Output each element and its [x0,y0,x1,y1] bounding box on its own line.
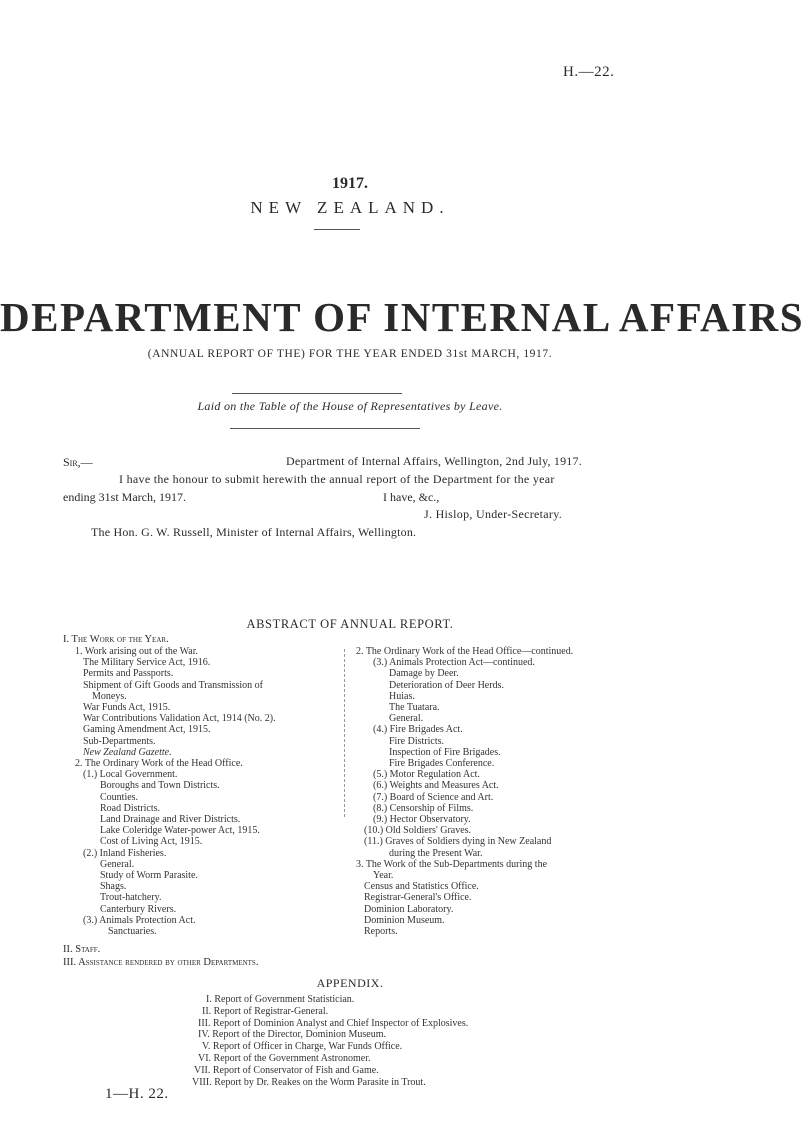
list-item: (9.) Hector Observatory. [373,814,471,826]
list-item: 2. The Ordinary Work of the Head Office—continued. [356,646,574,657]
divider [314,229,360,230]
list-item: Permits and Passports. [83,668,174,680]
letter-body-end: ending 31st March, 1917. [63,490,186,504]
list-item: (2.) Inland Fisheries. [83,847,167,859]
list-item: Cost of Living Act, 1915. [100,836,203,848]
list-item: General. [100,858,135,870]
list-item: New Zealand Gazette. [83,746,172,758]
country-heading: NEW ZEALAND. [250,198,450,217]
list-item: Canterbury Rivers. [100,903,177,915]
list-item: 1. Work arising out of the War. [75,646,199,657]
salutation: Sir,— [63,455,93,469]
list-item: Boroughs and Town Districts. [100,780,220,792]
appendix-item: III. Report of Dominion Analyst and Chief Inspector of Explosives. [198,1017,469,1029]
list-item: Reports. [364,926,398,938]
list-item: The Military Service Act, 1916. [83,657,211,669]
section-heading: I. The Work of the Year. [63,634,169,645]
list-item: Land Drainage and River Districts. [100,814,241,826]
list-item: (4.) Fire Brigades Act. [373,724,463,736]
list-item: Study of Worm Parasite. [100,870,198,882]
letter-body: I have the honour to submit herewith the annual report of the Department for the year [119,472,555,486]
list-item: Trout-hatchery. [100,892,162,904]
list-item: (10.) Old Soldiers' Graves. [364,825,472,837]
list-item: Moneys. [92,690,127,702]
list-item: Sanctuaries. [108,926,157,938]
list-item: Fire Brigades Conference. [389,758,495,770]
list-item: Deterioration of Deer Herds. [389,679,504,691]
laid-note: Laid on the Table of the House of Representatives by Leave. [197,399,503,413]
letter-dateline: Department of Internal Affairs, Wellington, 2nd July, 1917. [286,454,582,468]
appendix-item: I. Report of Government Statistician. [206,994,355,1005]
appendix-item: II. Report of Registrar-General. [202,1005,329,1017]
page-code: H.—22. [563,64,615,80]
list-item: Huias. [389,690,415,702]
appendix-item: VI. Report of the Government Astronomer. [198,1052,371,1064]
list-item: War Funds Act, 1915. [83,702,171,714]
list-item: Lake Coleridge Water-power Act, 1915. [100,825,260,837]
footer-code: 1—H. 22. [105,1086,169,1102]
closing: I have, &c., [383,490,440,504]
list-item: Dominion Laboratory. [364,903,454,915]
list-item: Shags. [100,881,127,893]
list-item: (3.) Animals Protection Act. [83,914,196,926]
list-item: (5.) Motor Regulation Act. [373,769,480,781]
list-item: Damage by Deer. [389,668,459,680]
list-item: Counties. [100,791,139,803]
report-year: 1917. [332,175,368,192]
list-item: Sub-Departments. [83,735,156,747]
page-title: DEPARTMENT OF INTERNAL AFFAIRS [0,294,804,340]
list-item: 2. The Ordinary Work of the Head Office. [75,758,243,770]
list-item: (11.) Graves of Soldiers dying in New Zealand [364,836,552,848]
divider [232,393,402,394]
list-item: General. [389,713,424,725]
list-item: Dominion Museum. [364,914,445,926]
appendix-item: IV. Report of the Director, Dominion Museum. [198,1029,386,1041]
addressee: The Hon. G. W. Russell, Minister of Internal Affairs, Wellington. [91,525,417,539]
list-item: Road Districts. [100,802,160,814]
appendix-item: VIII. Report by Dr. Reakes on the Worm Parasite in Trout. [192,1076,426,1088]
list-item: Registrar-General's Office. [364,892,472,904]
list-item: Shipment of Gift Goods and Transmission of [83,679,264,691]
list-item: (7.) Board of Science and Art. [373,791,494,803]
list-item: 3. The Work of the Sub-Departments during the [356,858,548,870]
list-item: Gaming Amendment Act, 1915. [83,724,211,736]
abstract-heading: ABSTRACT OF ANNUAL REPORT. [246,617,454,631]
appendix-item: V. Report of Officer in Charge, War Funds Office. [202,1041,403,1053]
list-item: (8.) Censorship of Films. [373,802,474,814]
signature: J. Hislop, Under-Secretary. [424,507,563,521]
appendix-item: VII. Report of Conservator of Fish and Game. [194,1064,379,1076]
abstract-right-column [356,646,573,937]
list-item: Census and Statistics Office. [364,881,479,893]
list-item: (3.) Animals Protection Act—continued. [373,657,535,669]
appendix-heading: APPENDIX. [316,976,384,990]
list-item: during the Present War. [389,847,483,859]
report-subtitle: (ANNUAL REPORT OF THE) FOR THE YEAR ENDED 31st MARCH, 1917. [147,348,553,360]
list-item: Inspection of Fire Brigades. [389,746,501,758]
list-item: (1.) Local Government. [83,769,178,781]
appendix-list [192,994,468,1088]
section-heading: III. Assistance rendered by other Departments. [63,957,259,968]
list-item: (6.) Weights and Measures Act. [373,780,499,792]
list-item: The Tuatara. [389,702,440,714]
section-heading: II. Staff. [63,944,101,955]
list-item: War Contributions Validation Act, 1914 (No. 2). [83,713,276,725]
divider [230,428,420,429]
column-divider [344,649,345,817]
list-item: Fire Districts. [389,735,444,747]
list-item: Year. [373,870,394,882]
abstract-left-column [75,646,276,937]
